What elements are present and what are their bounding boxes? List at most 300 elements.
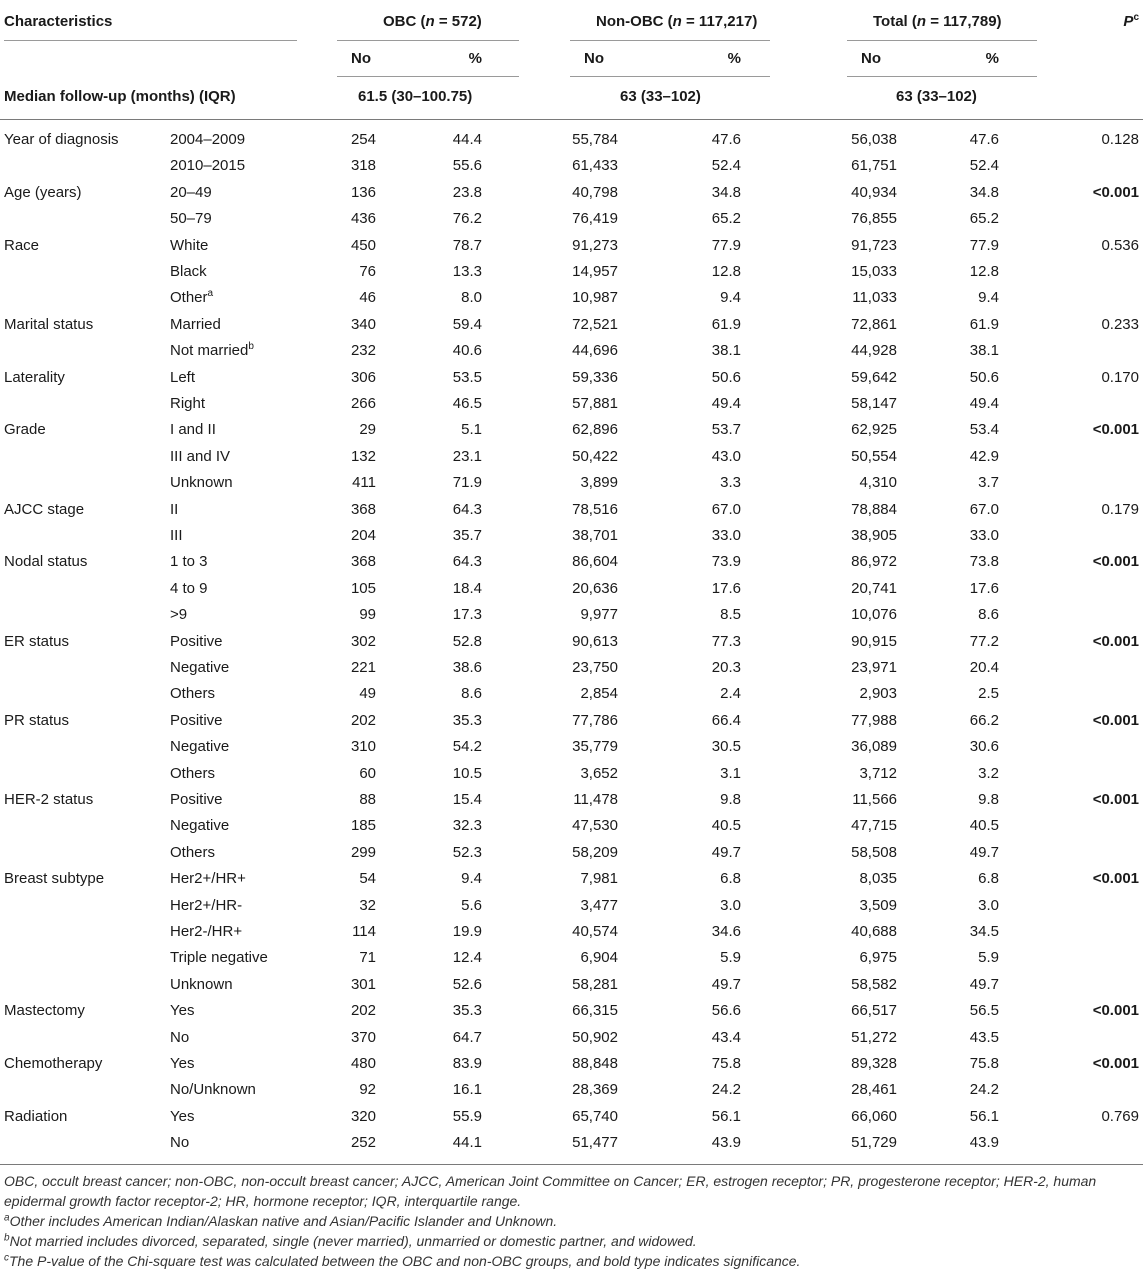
row-characteristic: Laterality	[4, 368, 65, 386]
table-row	[0, 576, 1143, 602]
row-total-percent: 77.2	[969, 632, 999, 650]
row-characteristic: ER status	[4, 632, 70, 650]
row-total-percent: 43.9	[969, 1134, 999, 1152]
row-p-value: 0.179	[1101, 500, 1139, 518]
row-obc-count: 49	[359, 685, 376, 703]
row-obc-percent: 8.6	[461, 685, 482, 703]
median-follow-up-row	[0, 84, 1143, 110]
row-non-obc-percent: 43.4	[711, 1028, 741, 1046]
row-obc-percent: 10.5	[452, 764, 482, 782]
row-subgroup: Positive	[170, 632, 223, 650]
header-total-pct: %	[985, 50, 999, 67]
row-obc-count: 370	[350, 1028, 376, 1046]
row-non-obc-count: 9,977	[580, 606, 618, 624]
row-non-obc-count: 55,784	[572, 131, 618, 148]
table-row	[0, 1025, 1143, 1051]
row-obc-count: 202	[350, 711, 376, 729]
row-obc-percent: 23.8	[452, 183, 482, 201]
row-obc-percent: 38.6	[452, 659, 482, 676]
rule-header-bottom	[0, 119, 1143, 120]
row-obc-count: 105	[350, 579, 376, 597]
row-obc-percent: 55.6	[452, 157, 482, 175]
table-row	[0, 655, 1143, 681]
row-total-percent: 53.4	[969, 421, 999, 439]
row-non-obc-count: 10,987	[572, 289, 618, 307]
row-total-percent: 43.5	[969, 1028, 999, 1046]
table-row	[0, 549, 1143, 575]
row-subgroup: Black	[170, 263, 207, 280]
row-total-count: 3,509	[859, 896, 897, 914]
row-non-obc-percent: 67.0	[711, 500, 741, 518]
row-obc-percent: 32.3	[452, 817, 482, 835]
row-subgroup: No/Unknown	[170, 1081, 256, 1099]
row-non-obc-count: 77,786	[572, 711, 618, 729]
row-obc-count: 76	[359, 263, 376, 280]
row-total-percent: 42.9	[969, 447, 999, 465]
row-p-value: 0.536	[1101, 236, 1139, 254]
header-non-obc: Non-OBC (n = 117,217)	[596, 13, 758, 30]
row-p-value: <0.001	[1092, 711, 1139, 729]
table-row	[0, 1051, 1143, 1077]
row-subgroup: 1 to 3	[170, 553, 208, 571]
row-total-count: 91,723	[851, 236, 897, 254]
row-obc-percent: 54.2	[452, 738, 482, 756]
row-total-count: 8,035	[859, 870, 897, 888]
row-total-count: 59,642	[851, 368, 897, 386]
row-total-count: 44,928	[851, 342, 897, 360]
row-characteristic: Age (years)	[4, 183, 82, 201]
row-non-obc-percent: 56.6	[711, 1002, 741, 1020]
row-total-percent: 9.8	[978, 791, 999, 808]
row-obc-count: 254	[350, 131, 376, 148]
row-total-count: 77,988	[851, 711, 897, 729]
row-total-percent: 9.4	[978, 289, 999, 307]
row-total-percent: 2.5	[978, 685, 999, 703]
row-obc-count: 340	[350, 315, 376, 333]
row-obc-count: 221	[350, 659, 376, 676]
row-subgroup: Unknown	[170, 975, 233, 993]
row-p-value: <0.001	[1092, 421, 1139, 439]
row-non-obc-percent: 33.0	[711, 527, 741, 544]
row-obc-count: 320	[350, 1107, 376, 1125]
row-subgroup: Positive	[170, 791, 223, 808]
row-non-obc-count: 23,750	[572, 659, 618, 676]
row-non-obc-percent: 9.8	[720, 791, 741, 808]
row-non-obc-percent: 49.4	[711, 395, 741, 412]
row-total-percent: 34.5	[969, 923, 999, 940]
row-non-obc-percent: 17.6	[711, 579, 741, 597]
row-non-obc-count: 58,281	[572, 975, 618, 993]
row-total-count: 15,033	[851, 263, 897, 280]
header-non-no: No	[584, 50, 604, 67]
row-non-obc-count: 38,701	[572, 527, 618, 544]
row-obc-percent: 78.7	[452, 236, 482, 254]
row-characteristic: Chemotherapy	[4, 1055, 103, 1072]
row-non-obc-count: 3,477	[580, 896, 618, 914]
row-obc-count: 132	[350, 447, 376, 465]
row-total-percent: 56.1	[969, 1107, 999, 1125]
row-non-obc-count: 3,899	[580, 474, 618, 492]
row-non-obc-percent: 5.9	[720, 949, 741, 967]
row-total-count: 58,582	[851, 975, 897, 993]
row-total-percent: 34.8	[969, 183, 999, 201]
rule-total-units	[847, 76, 1037, 77]
row-obc-percent: 64.3	[452, 500, 482, 518]
row-non-obc-count: 14,957	[572, 263, 618, 280]
table-row	[0, 285, 1143, 311]
row-subgroup: Her2+/HR-	[170, 896, 243, 914]
row-obc-percent: 16.1	[452, 1081, 482, 1099]
row-non-obc-percent: 9.4	[720, 289, 741, 307]
row-obc-count: 252	[350, 1134, 376, 1152]
row-total-percent: 30.6	[969, 738, 999, 756]
row-non-obc-count: 7,981	[580, 870, 618, 888]
row-obc-count: 318	[350, 157, 376, 175]
table-row	[0, 259, 1143, 285]
row-subgroup: Others	[170, 685, 216, 703]
row-non-obc-percent: 34.8	[711, 183, 741, 201]
footnote-abbreviations: OBC, occult breast cancer; non-OBC, non-occult breast cancer; AJCC, American Joint Committee on Cancer; ER, estrogen receptor; PR, progesterone receptor; HER-2, human epidermal growth factor receptor-2; HR, hormone receptor; IQR, interquartile range.	[4, 1173, 1097, 1209]
row-non-obc-percent: 3.1	[720, 764, 741, 782]
row-total-count: 6,975	[859, 949, 897, 967]
table-row	[0, 998, 1143, 1024]
row-characteristic: HER-2 status	[4, 791, 94, 808]
row-subgroup: Yes	[170, 1055, 195, 1072]
row-characteristic: Nodal status	[4, 553, 88, 571]
row-total-count: 90,915	[851, 632, 897, 650]
header-total: Total (n = 117,789)	[873, 13, 1002, 30]
row-total-percent: 77.9	[969, 236, 999, 254]
header-characteristics: Characteristics	[4, 13, 113, 30]
table-row	[0, 734, 1143, 760]
header-non-pct: %	[727, 50, 741, 67]
row-obc-percent: 44.4	[452, 131, 482, 148]
row-total-percent: 56.5	[969, 1002, 999, 1020]
row-total-percent: 8.6	[978, 606, 999, 624]
row-p-value: 0.233	[1101, 315, 1139, 333]
row-obc-percent: 44.1	[452, 1134, 482, 1152]
table-row	[0, 602, 1143, 628]
row-obc-count: 32	[359, 896, 376, 914]
row-characteristic: Race	[4, 236, 40, 254]
median-label: Median follow-up (months) (IQR)	[4, 88, 236, 105]
rule-non-units	[570, 76, 770, 77]
row-obc-percent: 9.4	[461, 870, 482, 888]
row-total-count: 40,688	[851, 923, 897, 940]
row-non-obc-percent: 52.4	[711, 157, 741, 175]
row-subgroup: III	[170, 527, 183, 544]
row-obc-percent: 19.9	[452, 923, 482, 940]
row-total-percent: 40.5	[969, 817, 999, 835]
row-obc-percent: 23.1	[452, 447, 482, 465]
row-total-percent: 67.0	[969, 500, 999, 518]
row-subgroup: Yes	[170, 1002, 195, 1020]
row-total-count: 40,934	[851, 183, 897, 201]
table-row	[0, 444, 1143, 470]
row-obc-count: 204	[350, 527, 376, 544]
row-p-value: 0.170	[1101, 368, 1139, 386]
row-obc-count: 302	[350, 632, 376, 650]
row-obc-percent: 46.5	[452, 395, 482, 412]
row-total-percent: 38.1	[969, 342, 999, 360]
row-total-count: 28,461	[851, 1081, 897, 1099]
row-total-count: 11,566	[852, 791, 897, 808]
row-obc-percent: 5.6	[461, 896, 482, 914]
row-total-percent: 65.2	[969, 210, 999, 228]
row-obc-count: 450	[350, 236, 376, 254]
row-subgroup: Right	[170, 395, 206, 412]
table-row	[0, 787, 1143, 813]
header-obc: OBC (n = 572)	[383, 13, 482, 30]
table-row	[0, 523, 1143, 549]
table-row	[0, 233, 1143, 259]
row-non-obc-percent: 6.8	[720, 870, 741, 888]
row-total-count: 58,508	[851, 843, 897, 861]
row-non-obc-percent: 12.8	[711, 263, 741, 280]
row-obc-count: 306	[350, 368, 376, 386]
row-subgroup: White	[170, 236, 209, 254]
row-subgroup: Her2-/HR+	[170, 923, 243, 940]
row-total-count: 51,729	[851, 1134, 897, 1152]
row-obc-count: 71	[359, 949, 376, 967]
rule-table-bottom	[0, 1164, 1143, 1165]
row-subgroup: Married	[170, 315, 221, 333]
row-obc-percent: 18.4	[452, 579, 482, 597]
header-p-value: $P^c$	[1123, 12, 1139, 30]
table-row	[0, 708, 1143, 734]
row-total-percent: 49.7	[969, 975, 999, 993]
row-obc-percent: 52.8	[452, 632, 482, 650]
row-non-obc-count: 6,904	[580, 949, 618, 967]
row-obc-percent: 5.1	[461, 421, 482, 439]
row-p-value: 0.128	[1101, 131, 1139, 148]
row-subgroup: Others	[170, 843, 216, 861]
row-p-value: <0.001	[1092, 870, 1139, 888]
row-non-obc-percent: 34.6	[711, 923, 741, 940]
row-characteristic: Radiation	[4, 1107, 68, 1125]
row-total-count: 66,060	[851, 1107, 897, 1125]
table-row	[0, 127, 1143, 153]
table-row	[0, 813, 1143, 839]
row-p-value: <0.001	[1092, 183, 1139, 201]
table-row	[0, 470, 1143, 496]
row-obc-count: 310	[350, 738, 376, 756]
row-obc-percent: 76.2	[452, 210, 482, 228]
row-non-obc-count: 40,798	[572, 183, 618, 201]
row-subgroup: No	[170, 1134, 190, 1152]
row-total-count: 4,310	[859, 474, 897, 492]
table-row	[0, 417, 1143, 443]
table-row	[0, 761, 1143, 787]
row-subgroup: 2010–2015	[170, 157, 246, 175]
header-total-no: No	[861, 50, 881, 67]
row-total-count: 10,076	[851, 606, 897, 624]
row-non-obc-percent: 56.1	[711, 1107, 741, 1125]
row-total-percent: 66.2	[969, 711, 999, 729]
row-obc-count: 436	[350, 210, 376, 228]
table-row	[0, 629, 1143, 655]
row-subgroup: Yes	[170, 1107, 195, 1125]
row-total-percent: 52.4	[969, 157, 999, 175]
footnote-a: $^a$Other includes American Indian/Alaskan native and Asian/Pacific Islander and Unknown.	[4, 1212, 558, 1229]
header-obc-pct: %	[468, 50, 482, 67]
row-characteristic: Marital status	[4, 315, 94, 333]
table-row	[0, 919, 1143, 945]
row-characteristic: Year of diagnosis	[4, 131, 119, 148]
table-row	[0, 153, 1143, 179]
table-row	[0, 893, 1143, 919]
row-obc-count: 299	[350, 843, 376, 861]
row-subgroup: Negative	[170, 817, 230, 835]
row-obc-percent: 12.4	[452, 949, 482, 967]
row-obc-percent: 40.6	[452, 342, 482, 360]
row-subgroup: 4 to 9	[170, 579, 208, 597]
row-obc-count: 99	[359, 606, 376, 624]
table-row	[0, 338, 1143, 364]
row-p-value: <0.001	[1092, 1055, 1139, 1072]
row-total-count: 86,972	[851, 553, 897, 571]
row-total-count: 38,905	[851, 527, 897, 544]
row-subgroup: Other$^a$	[170, 288, 214, 307]
row-p-value: <0.001	[1092, 791, 1139, 808]
row-total-count: 20,741	[851, 579, 897, 597]
row-non-obc-percent: 77.9	[711, 236, 741, 254]
row-non-obc-percent: 30.5	[711, 738, 741, 756]
row-total-percent: 6.8	[978, 870, 999, 888]
row-total-count: 50,554	[851, 447, 897, 465]
row-total-count: 2,903	[859, 685, 897, 703]
row-non-obc-percent: 3.0	[720, 896, 741, 914]
row-non-obc-count: 3,652	[580, 764, 618, 782]
row-total-count: 61,751	[851, 157, 897, 175]
row-total-count: 78,884	[851, 500, 897, 518]
table-row	[0, 312, 1143, 338]
row-non-obc-count: 91,273	[572, 236, 618, 254]
row-subgroup: Negative	[170, 659, 230, 676]
row-non-obc-count: 35,779	[572, 738, 618, 756]
table-row	[0, 365, 1143, 391]
row-obc-count: 136	[350, 183, 376, 201]
row-subgroup: 50–79	[170, 210, 212, 228]
footnote-c: $^c$The P-value of the Chi-square test was calculated between the OBC and non-OBC groups, and bold type indicates significance.	[4, 1252, 801, 1269]
row-total-percent: 75.8	[969, 1055, 999, 1072]
row-non-obc-count: 11,478	[573, 791, 618, 808]
row-subgroup: 2004–2009	[170, 131, 246, 148]
row-non-obc-percent: 47.6	[711, 131, 741, 148]
row-subgroup: No	[170, 1028, 190, 1046]
row-total-count: 62,925	[851, 421, 897, 439]
row-obc-count: 60	[359, 764, 376, 782]
row-obc-count: 88	[359, 791, 376, 808]
table-row	[0, 840, 1143, 866]
row-obc-count: 185	[350, 817, 376, 835]
row-subgroup: II	[170, 500, 179, 518]
row-non-obc-percent: 43.9	[711, 1134, 741, 1152]
table-row	[0, 180, 1143, 206]
row-p-value: <0.001	[1092, 553, 1139, 571]
row-obc-count: 301	[350, 975, 376, 993]
row-non-obc-count: 78,516	[572, 500, 618, 518]
table-row	[0, 972, 1143, 998]
row-non-obc-count: 51,477	[572, 1134, 618, 1152]
row-subgroup: Positive	[170, 711, 223, 729]
row-obc-percent: 64.3	[452, 553, 482, 571]
row-obc-percent: 52.6	[452, 975, 482, 993]
row-characteristic: Breast subtype	[4, 870, 105, 888]
table-row	[0, 206, 1143, 232]
row-total-percent: 3.7	[978, 474, 999, 492]
row-non-obc-count: 65,740	[572, 1107, 618, 1125]
row-total-percent: 50.6	[969, 368, 999, 386]
row-obc-percent: 71.9	[452, 474, 482, 492]
row-non-obc-count: 50,902	[572, 1028, 618, 1046]
median-non-obc: 63 (33–102)	[620, 88, 701, 105]
row-obc-percent: 35.3	[452, 1002, 482, 1020]
row-total-count: 58,147	[851, 395, 897, 412]
row-total-percent: 61.9	[969, 315, 999, 333]
row-obc-count: 202	[350, 1002, 376, 1020]
row-subgroup: Others	[170, 764, 216, 782]
row-non-obc-percent: 53.7	[711, 421, 741, 439]
row-total-percent: 5.9	[978, 949, 999, 967]
table-row	[0, 866, 1143, 892]
row-non-obc-percent: 73.9	[711, 553, 741, 571]
row-non-obc-percent: 24.2	[711, 1081, 741, 1099]
row-non-obc-percent: 65.2	[711, 210, 741, 228]
row-obc-count: 411	[352, 474, 376, 492]
row-subgroup: Not married$^b$	[170, 341, 254, 360]
row-non-obc-count: 59,336	[572, 368, 618, 386]
row-obc-count: 368	[350, 553, 376, 571]
row-total-percent: 47.6	[969, 131, 999, 148]
row-total-count: 51,272	[851, 1028, 897, 1046]
row-obc-percent: 13.3	[452, 263, 482, 280]
row-obc-count: 54	[359, 870, 376, 888]
row-total-percent: 3.2	[978, 764, 999, 782]
row-non-obc-percent: 49.7	[711, 975, 741, 993]
row-non-obc-count: 57,881	[572, 395, 618, 412]
row-subgroup: 20–49	[170, 183, 212, 201]
row-total-count: 3,712	[859, 764, 897, 782]
row-total-count: 89,328	[851, 1055, 897, 1072]
row-non-obc-percent: 20.3	[711, 659, 741, 676]
row-non-obc-percent: 43.0	[711, 447, 741, 465]
row-non-obc-count: 47,530	[572, 817, 618, 835]
row-non-obc-percent: 3.3	[720, 474, 741, 492]
row-characteristic: AJCC stage	[4, 500, 85, 518]
row-non-obc-count: 90,613	[572, 632, 618, 650]
median-obc: 61.5 (30–100.75)	[358, 88, 473, 105]
table-row	[0, 497, 1143, 523]
row-obc-percent: 35.7	[452, 527, 482, 544]
header-row-groups	[0, 9, 1143, 35]
median-total: 63 (33–102)	[896, 88, 977, 105]
rule-obc	[337, 40, 519, 41]
row-obc-percent: 35.3	[452, 711, 482, 729]
row-obc-count: 368	[350, 500, 376, 518]
table-row	[0, 681, 1143, 707]
row-total-percent: 24.2	[969, 1081, 999, 1099]
row-total-percent: 49.7	[969, 843, 999, 861]
row-total-count: 56,038	[851, 131, 897, 148]
table-row	[0, 1077, 1143, 1103]
row-p-value: <0.001	[1092, 632, 1139, 650]
rule-obc-units	[337, 76, 519, 77]
row-non-obc-count: 50,422	[572, 447, 618, 465]
row-total-count: 23,971	[851, 659, 897, 676]
rule-non-obc	[570, 40, 770, 41]
header-row-units	[0, 46, 1143, 72]
